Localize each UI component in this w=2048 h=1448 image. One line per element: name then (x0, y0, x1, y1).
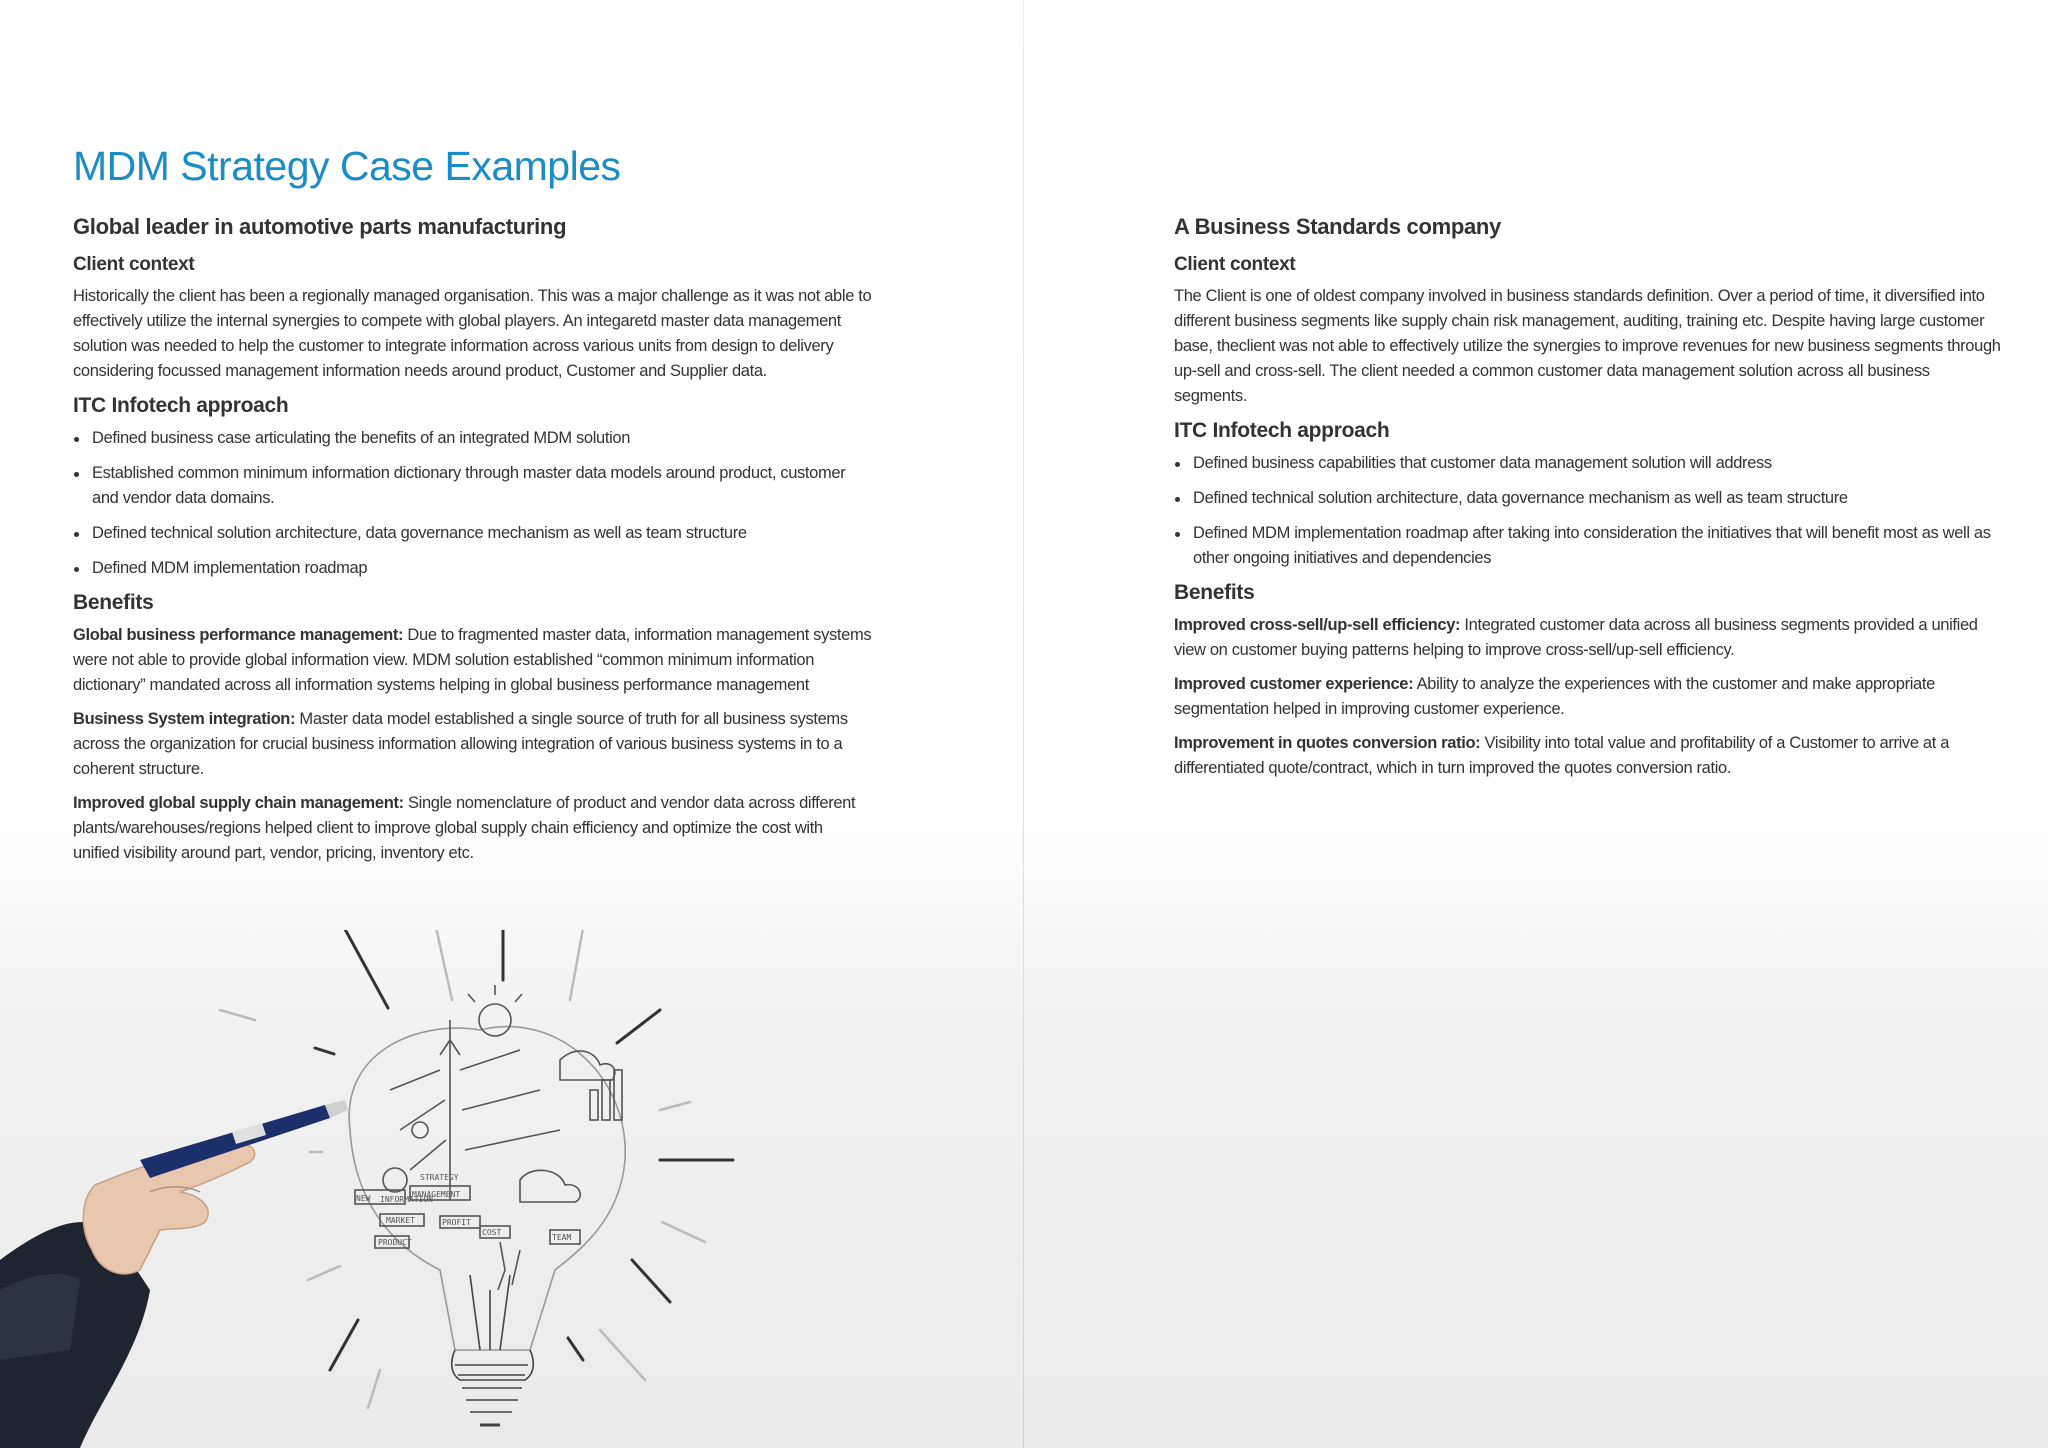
right-page (1024, 0, 2048, 1448)
list-item (1174, 521, 2004, 571)
list-item-text: Defined MDM implementation roadmap (92, 559, 368, 577)
bullet-icon (1175, 497, 1180, 502)
benefit-text: Integrated customer data across all business segments provided a unified view on customer buying patterns helping to improve cross-sell/up-sell efficiency. (1174, 616, 1978, 659)
faint-ray-lines (220, 930, 705, 1408)
case-study-automotive (73, 214, 873, 875)
list-item-text: Established common minimum information dictionary through master data models around product, customer and vendor data domains. (92, 464, 846, 507)
bullet-icon (74, 437, 79, 442)
benefit-item (73, 623, 873, 698)
benefit-label: Improved cross-sell/up-sell efficiency: (1174, 616, 1461, 634)
sketch-label: MANAGEMENT (412, 1190, 461, 1199)
hand-with-marker (0, 1100, 348, 1448)
benefit-text: Ability to analyze the experiences with the customer and make appropriate segmentation helped in improving customer experience. (1174, 675, 1935, 718)
benefit-text: Visibility into total value and profitability of a Customer to arrive at a differentiated quote/contract, which in turn improved the quotes conversion ratio. (1174, 734, 1950, 777)
benefits-heading: Benefits (1174, 581, 1255, 604)
benefit-label: Improvement in quotes conversion ratio: (1174, 734, 1481, 752)
list-item-text: Defined business case articulating the benefits of an integrated MDM solution (92, 429, 631, 447)
list-item (73, 521, 873, 546)
benefit-text: Master data model established a single source of truth for all business systems across the organization for crucial business information allowing integration of various business systems in to a coherent structure. (73, 710, 848, 778)
case-title: A Business Standards company (1174, 214, 1501, 239)
sketch-label: PRODUCT (378, 1238, 412, 1247)
page-title: MDM Strategy Case Examples (73, 143, 621, 189)
benefits-heading: Benefits (73, 591, 154, 614)
list-item (73, 461, 873, 511)
left-page (0, 0, 1023, 1448)
client-context-heading: Client context (1174, 254, 1296, 275)
bullet-icon (74, 472, 79, 477)
lightbulb-sketch-illustration (0, 930, 760, 1448)
sketch-label: STRATEGY (420, 1173, 459, 1182)
benefit-item (1174, 672, 2004, 722)
benefit-label: Improved customer experience: (1174, 675, 1414, 693)
benefit-item (1174, 613, 2004, 663)
list-item-text: Defined MDM implementation roadmap after taking into consideration the initiatives that will benefit most as well as other ongoing initiatives and dependencies (1193, 524, 1991, 567)
sketch-label: COST (482, 1228, 502, 1237)
case-study-business-standards (1174, 214, 2004, 790)
list-item-text: Defined technical solution architecture, data governance mechanism as well as team structure (92, 524, 747, 542)
bullet-icon (74, 567, 79, 572)
benefit-item (73, 707, 873, 782)
approach-heading: ITC Infotech approach (1174, 419, 1390, 442)
approach-heading: ITC Infotech approach (73, 394, 289, 417)
benefit-text: Due to fragmented master data, information management systems were not able to provide global information view. MDM solution established “common minimum information dictionary” mandated across all information systems helping in global business performance management (73, 626, 872, 694)
list-item (73, 426, 873, 451)
client-context-heading: Client context (73, 254, 195, 275)
list-item (1174, 486, 2004, 511)
benefit-label: Improved global supply chain management: (73, 794, 404, 812)
benefit-label: Global business performance management: (73, 626, 404, 644)
approach-list (1174, 451, 2004, 571)
benefit-label: Business System integration: (73, 710, 296, 728)
benefit-item (73, 791, 873, 866)
bullet-icon (74, 532, 79, 537)
client-context-text: The Client is one of oldest company involved in business standards definition. Over a period of time, it diversified into different business segments like supply chain risk management, auditing, training etc. Despite having large customer base, theclient was not able to effectively utilize the synergies to improve revenues for new business segments through up-sell and cross-sell. The client needed a common customer data management solution across all business segments. (1174, 287, 2001, 405)
list-item-text: Defined technical solution architecture, data governance mechanism as well as team structure (1193, 489, 1848, 507)
ray-lines (315, 930, 733, 1370)
list-item (73, 556, 873, 581)
sketch-label: TEAM (552, 1233, 572, 1242)
sketch-label: INFORMATION (380, 1195, 433, 1204)
sketch-label: PROFIT (442, 1218, 471, 1227)
sketch-label: NEW (356, 1194, 371, 1203)
sketch-label: MARKET (386, 1216, 415, 1225)
case-title: Global leader in automotive parts manufacturing (73, 214, 567, 239)
client-context-text: Historically the client has been a regionally managed organisation. This was a major challenge as it was not able to effectively utilize the internal synergies to compete with global players. An integaretd master data management solution was needed to help the customer to integrate information across various units from design to delivery considering focussed management information needs around product, Customer and Supplier data. (73, 287, 872, 380)
bullet-icon (1175, 462, 1180, 467)
approach-list (73, 426, 873, 581)
benefit-item (1174, 731, 2004, 781)
bullet-icon (1175, 532, 1180, 537)
list-item (1174, 451, 2004, 476)
list-item-text: Defined business capabilities that customer data management solution will address (1193, 454, 1772, 472)
benefit-text: Single nomenclature of product and vendor data across different plants/warehouses/regions helped client to improve global supply chain efficiency and optimize the cost with unified visibility around part, vendor, pricing, inventory etc. (73, 794, 856, 862)
